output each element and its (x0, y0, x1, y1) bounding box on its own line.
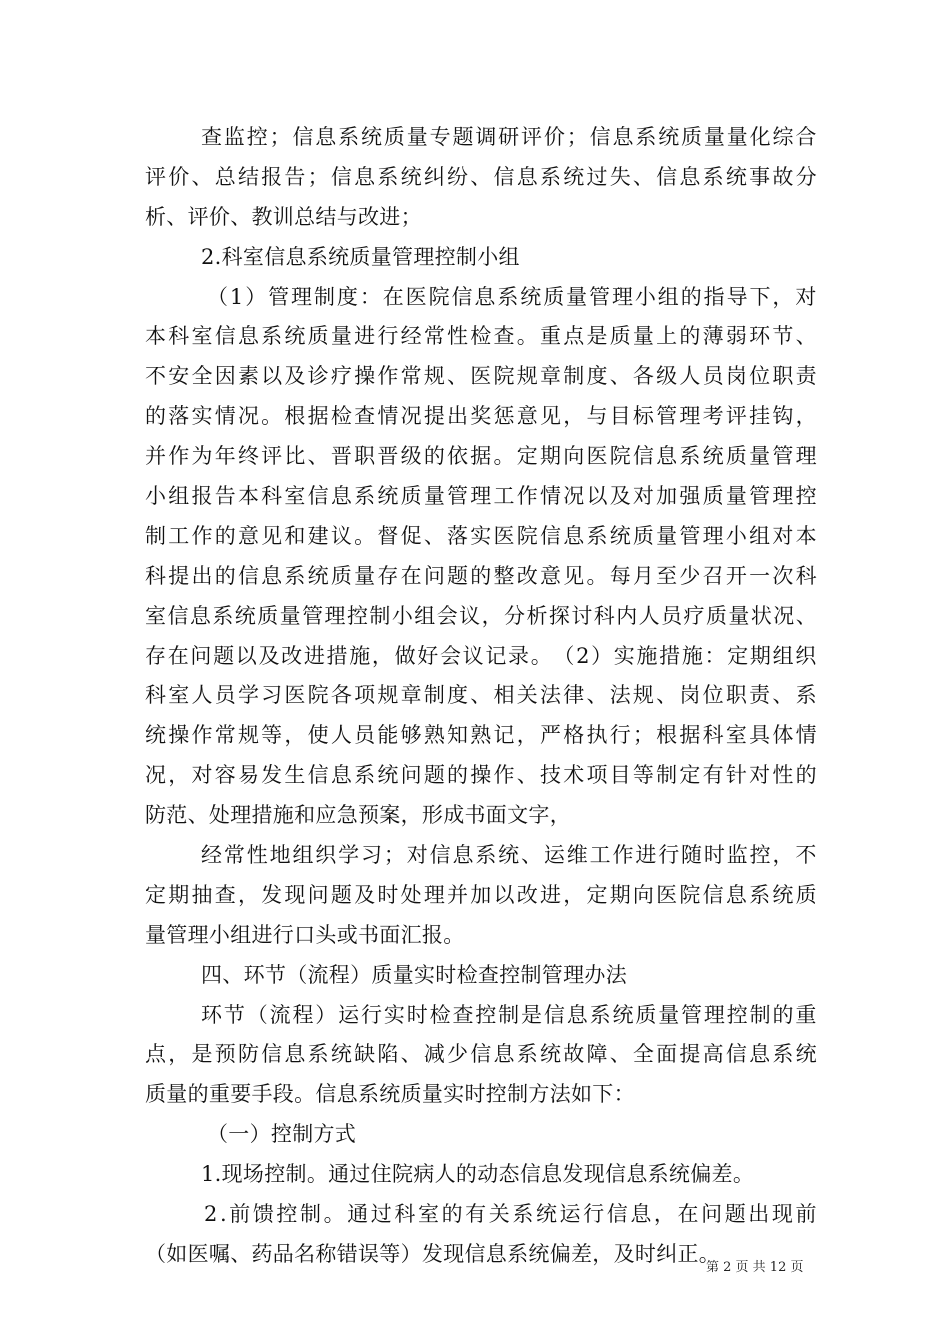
text-line: 室 信 息 系 统 质 量 管 理 控 制 小 组 会 议 ， 分 析 探 讨 科 内 人 员 疗 质 量 状 况 、 (145, 603, 817, 628)
text-line: 况 ， 对 容 易 发 生 信 息 系 统 问 题 的 操 作 、 技 术 项 目 等 制 定 有 针 对 性 的 (145, 763, 817, 788)
text-line: 质量的重要手段。信息系统质量实时控制方法如下： (145, 1082, 635, 1107)
text-line: 制 工 作 的 意 见 和 建 议 。 督 促 、 落 实 医 院 信 息 系 统 质 量 管 理 小 组 对 本 (145, 523, 817, 548)
text-line: 不 安 全 因 素 以 及 诊 疗 操 作 常 规 、 医 院 规 章 制 度 、 各 级 人 员 岗 位 职 责 (145, 364, 817, 389)
text-line: 环 节 （ 流 程 ） 运 行 实 时 检 查 控 制 是 信 息 系 统 质 量 管 理 控 制 的 重 (201, 1002, 817, 1027)
text-line: （一）控制方式 (207, 1122, 357, 1147)
document-body (145, 118, 817, 1275)
text-line: 点 ， 是 预 防 信 息 系 统 缺 陷 、 减 少 信 息 系 统 故 障 、 全 面 提 高 信 息 系 统 (145, 1042, 817, 1067)
text-line: 1.现场控制。通过住院病人的动态信息发现信息系统偏差。 (201, 1162, 755, 1187)
text-line: 本 科 室 信 息 系 统 质 量 进 行 经 常 性 检 查 。 重 点 是 质 量 上 的 薄 弱 环 节 、 (145, 324, 817, 349)
text-line: 防范、处理措施和应急预案，形成书面文字， (145, 803, 571, 828)
text-line: 2 . 前 馈 控 制 。 通 过 科 室 的 有 关 系 统 运 行 信 息 ， 在 问 题 出 现 前 (204, 1202, 817, 1227)
text-line: 的 落 实 情 况 。 根 据 检 查 情 况 提 出 奖 惩 意 见 ， 与 目 标 管 理 考 评 挂 钩 ， (145, 404, 817, 429)
text-line: 并 作 为 年 终 评 比 、 晋 职 晋 级 的 依 据 。 定 期 向 医 院 信 息 系 统 质 量 管 理 (145, 444, 817, 469)
text-line: 评 价 、 总 结 报 告 ； 信 息 系 统 纠 纷 、 信 息 系 统 过 失 、 信 息 系 统 事 故 分 (145, 164, 817, 189)
text-line: 统 操 作 常 规 等 ， 使 人 员 能 够 熟 知 熟 记 ， 严 格 执 行 ； 根 据 科 室 具 体 情 (145, 723, 817, 748)
text-line: 存 在 问 题 以 及 改 进 措 施 ， 做 好 会 议 记 录 。 （ 2 ） 实 施 措 施 ： 定 期 组 织 (145, 643, 817, 668)
text-line: 量管理小组进行口头或书面汇报。 (145, 922, 465, 947)
page-footer: 第 2 页 共 12 页 (706, 1260, 804, 1275)
text-line: （ 1 ） 管 理 制 度 ： 在 医 院 信 息 系 统 质 量 管 理 小 组 的 指 导 下 ， 对 (207, 284, 817, 309)
text-line: 定 期 抽 查 ， 发 现 问 题 及 时 处 理 并 加 以 改 进 ， 定 期 向 医 院 信 息 系 统 质 (145, 882, 817, 907)
text-line: 经 常 性 地 组 织 学 习 ； 对 信 息 系 统 、 运 维 工 作 进 行 随 时 监 控 ， 不 (201, 843, 817, 868)
text-line: 小 组 报 告 本 科 室 信 息 系 统 质 量 管 理 工 作 情 况 以 及 对 加 强 质 量 管 理 控 (145, 484, 817, 509)
text-line: 科 室 人 员 学 习 医 院 各 项 规 章 制 度 、 相 关 法 律 、 法 规 、 岗 位 职 责 、 系 (145, 683, 817, 708)
text-line: 查 监 控 ； 信 息 系 统 质 量 专 题 调 研 评 价 ； 信 息 系 统 质 量 量 化 综 合 (201, 125, 817, 149)
text-line: 科 提 出 的 信 息 系 统 质 量 存 在 问 题 的 整 改 意 见 。 每 月 至 少 召 开 一 次 科 (145, 563, 817, 588)
text-line: 四、环节（流程）质量实时检查控制管理办法 (201, 962, 627, 987)
text-line: 析、评价、教训总结与改进； (145, 204, 422, 229)
text-line: （如医嘱、药品名称错误等）发现信息系统偏差，及时纠正。 (145, 1241, 721, 1266)
text-line: 2.科室信息系统质量管理控制小组 (201, 244, 520, 269)
